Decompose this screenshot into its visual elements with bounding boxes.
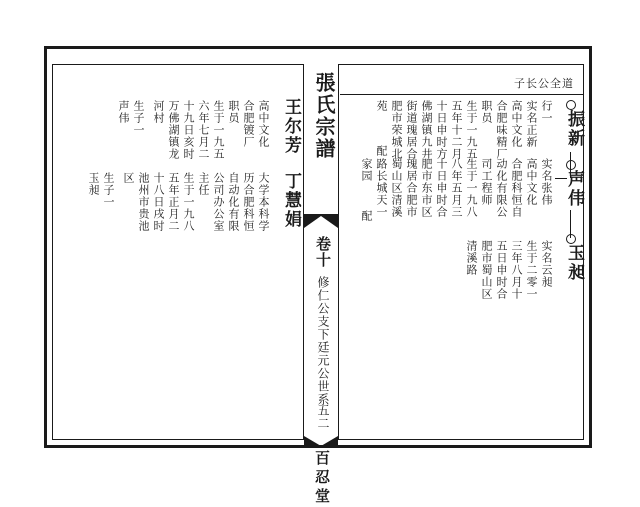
spouse-detail: 生于一九五	[212, 100, 225, 160]
gen3-detail: 肥市蜀山区	[480, 240, 493, 300]
gen1-detail: 五年十二月	[450, 100, 463, 160]
fishtail-mark-lower	[304, 432, 338, 448]
spouse-detail: 河村	[152, 100, 165, 124]
page-header	[340, 70, 584, 95]
gen2-detail: 合肥科恒自	[510, 158, 523, 218]
gen1-detail: 街道瑰居合	[405, 100, 418, 160]
gen3-name: 玉昶	[564, 244, 584, 282]
wife-detail: 区	[122, 172, 135, 184]
wife-detail: 十八日戌时	[152, 172, 165, 232]
gen1-detail: 合肥味精厂	[495, 100, 508, 160]
hall-name: 百忍堂	[313, 450, 331, 507]
gen2-detail: 瑰居合肥市	[405, 158, 418, 218]
generation-marker	[566, 100, 576, 110]
wife-detail: 生于一九八	[182, 172, 195, 232]
genealogy-title: 張氏宗譜	[312, 72, 336, 160]
spouse-detail: 高中文化	[257, 100, 270, 148]
gen1-detail: 实名正新	[525, 100, 538, 148]
ancestor-header: 子长公全道	[514, 77, 574, 90]
gen1-detail: 佛湖镇九井	[420, 100, 433, 160]
spouse-detail: 职员	[227, 100, 240, 124]
child-record: 玉昶	[87, 172, 100, 196]
spouse-detail: 合肥镀厂	[242, 100, 255, 148]
gen3-detail: 三年八月十	[510, 240, 523, 300]
gen2-detail: 蜀山区清溪	[390, 158, 403, 218]
gen2-detail: 司工程师	[480, 158, 493, 206]
wife-detail: 大学本科学	[257, 172, 270, 232]
generation-marker	[566, 160, 576, 170]
gen1-name: 振新	[564, 110, 584, 148]
gen2-detail: 八年五月三	[450, 158, 463, 218]
gen1-detail: 生于一九五	[465, 100, 478, 160]
book-spine	[303, 64, 339, 507]
gen3-detail: 实名云昶	[540, 240, 553, 288]
gen2-detail: 十日申时合	[435, 158, 448, 218]
spouse-marker: 配	[360, 210, 373, 222]
page-number: 五二	[316, 404, 330, 430]
gen2-name: 声伟	[564, 170, 584, 208]
gen2-detail: 实名张伟	[540, 158, 553, 206]
husband-name: 王尔芳	[281, 98, 301, 155]
wife-detail: 历合肥科恒	[242, 172, 255, 232]
spouse-marker: 配	[375, 145, 388, 157]
gen2-detail: 生于一九八	[465, 158, 478, 218]
gen2-detail: 高中文化	[525, 158, 538, 206]
gen2-detail: 路长城天一	[375, 158, 388, 218]
generation-marker	[566, 234, 576, 244]
gen1-detail: 苑	[375, 100, 388, 112]
gen1-detail: 肥市荣城北	[390, 100, 403, 160]
spouse-name: 丁慧娟	[281, 172, 301, 229]
gen2-detail: 动化有限公	[495, 158, 508, 218]
child-record: 生子一	[102, 172, 115, 208]
spouse-detail: 六年七月二	[197, 100, 210, 160]
volume-number: 卷十	[314, 236, 332, 268]
spouse-detail: 十九日亥时	[182, 100, 195, 160]
child-record: 生子一	[132, 100, 145, 136]
wife-detail: 公司办公室	[212, 172, 225, 232]
lineage-section: 修仁公支下廷元公世系	[316, 276, 330, 406]
gen1-detail: 高中文化	[510, 100, 523, 148]
gen3-detail: 清溪路	[465, 240, 478, 276]
gen1-detail: 职员	[480, 100, 493, 124]
gen3-detail: 五日申时合	[495, 240, 508, 300]
gen1-detail: 十日申时方	[435, 100, 448, 160]
spouse-detail: 万佛湖镇龙	[167, 100, 180, 160]
child-record: 声伟	[117, 100, 130, 124]
gen1-detail: 行一	[540, 100, 553, 124]
wife-detail: 五年正月二	[167, 172, 180, 232]
wife-detail: 主任	[197, 172, 210, 196]
gen3-detail: 生于二零一	[525, 240, 538, 300]
wife-detail: 自动化有限	[227, 172, 240, 232]
gen2-detail: 家园	[360, 158, 373, 182]
wife-detail: 池州市贵池	[137, 172, 150, 232]
gen2-detail: 肥市东市区	[420, 158, 433, 218]
